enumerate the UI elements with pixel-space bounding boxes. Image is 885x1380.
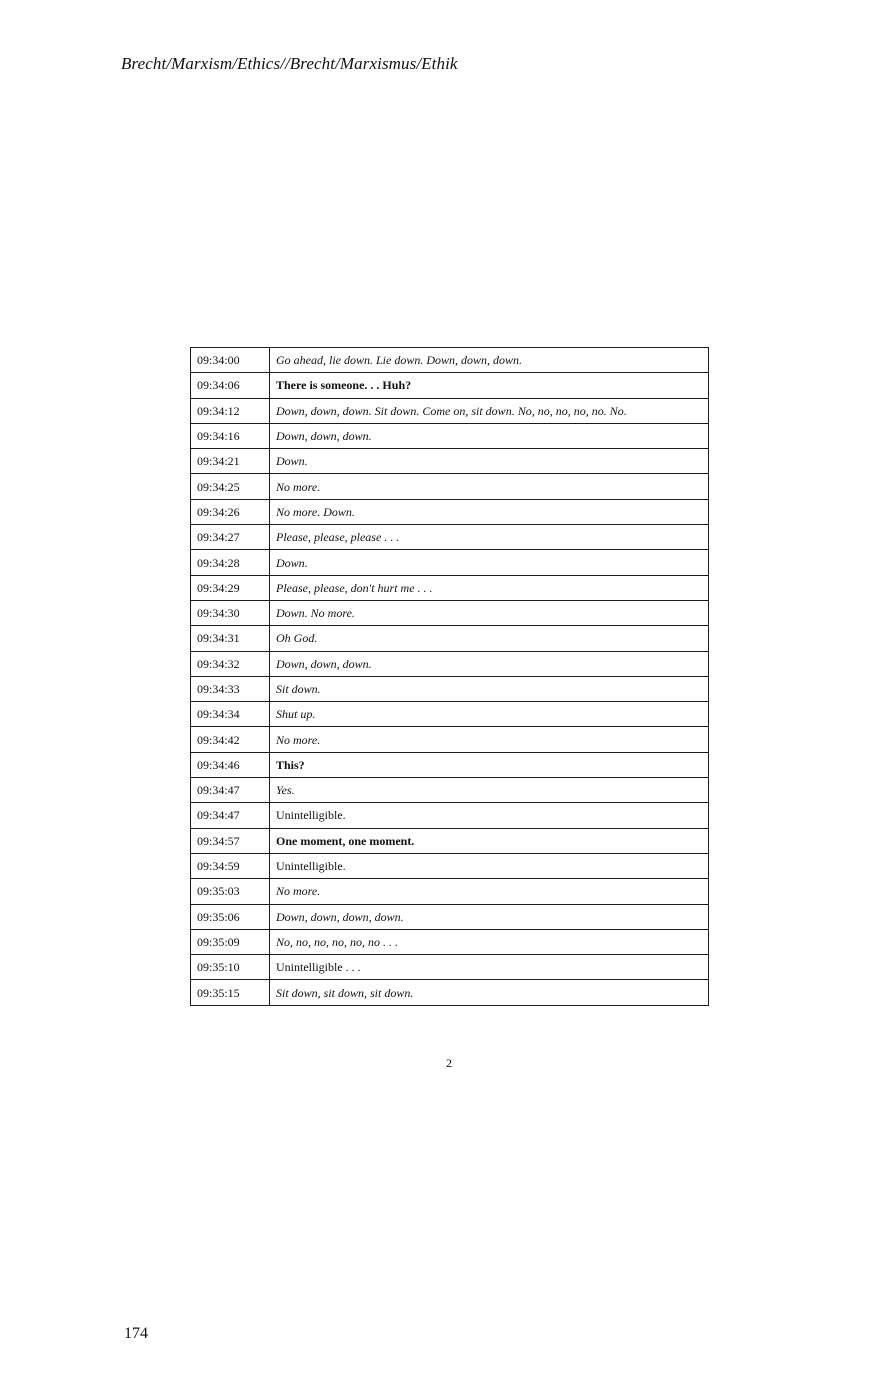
utterance-cell: Sit down. [270,676,709,701]
timestamp-cell: 09:34:06 [191,373,270,398]
utterance-cell: Down. [270,550,709,575]
utterance-cell: Oh God. [270,626,709,651]
table-row [191,727,709,752]
utterance-cell: Down, down, down. [270,423,709,448]
table-row [191,980,709,1005]
table-row [191,600,709,625]
utterance-cell: Unintelligible. [270,803,709,828]
table-row [191,651,709,676]
utterance-cell: Unintelligible. [270,853,709,878]
timestamp-cell: 09:35:09 [191,929,270,954]
table-row [191,423,709,448]
utterance-cell: Please, please, don't hurt me . . . [270,575,709,600]
utterance-cell: Sit down, sit down, sit down. [270,980,709,1005]
utterance-cell: No, no, no, no, no, no . . . [270,929,709,954]
utterance-cell: Down. No more. [270,600,709,625]
table-row [191,398,709,423]
utterance-cell: No more. Down. [270,499,709,524]
timestamp-cell: 09:34:00 [191,348,270,373]
timestamp-cell: 09:34:46 [191,752,270,777]
timestamp-cell: 09:34:28 [191,550,270,575]
timestamp-cell: 09:35:06 [191,904,270,929]
utterance-cell: No more. [270,474,709,499]
timestamp-cell: 09:34:47 [191,778,270,803]
table-row [191,778,709,803]
timestamp-cell: 09:35:10 [191,955,270,980]
transcript-table [190,347,709,1006]
timestamp-cell: 09:34:27 [191,525,270,550]
utterance-cell: Down, down, down. Sit down. Come on, sit down. No, no, no, no, no. No. [270,398,709,423]
table-row [191,449,709,474]
table-row [191,853,709,878]
transcript-body [191,348,709,1006]
table-row [191,929,709,954]
table-row [191,904,709,929]
utterance-cell: Unintelligible . . . [270,955,709,980]
utterance-cell: Shut up. [270,702,709,727]
table-row [191,550,709,575]
utterance-cell: There is someone. . . Huh? [270,373,709,398]
timestamp-cell: 09:34:33 [191,676,270,701]
utterance-cell: Go ahead, lie down. Lie down. Down, down, down. [270,348,709,373]
table-row [191,702,709,727]
timestamp-cell: 09:34:57 [191,828,270,853]
timestamp-cell: 09:35:03 [191,879,270,904]
table-row [191,879,709,904]
inner-page-number: 2 [446,1056,452,1070]
table-row [191,525,709,550]
timestamp-cell: 09:34:59 [191,853,270,878]
timestamp-cell: 09:34:16 [191,423,270,448]
table-row [191,752,709,777]
timestamp-cell: 09:34:29 [191,575,270,600]
utterance-cell: This? [270,752,709,777]
table-row [191,348,709,373]
timestamp-cell: 09:34:34 [191,702,270,727]
timestamp-cell: 09:34:31 [191,626,270,651]
page-number: 174 [124,1325,148,1342]
table-row [191,828,709,853]
utterance-cell: Down, down, down. [270,651,709,676]
table-row [191,803,709,828]
utterance-cell: Please, please, please . . . [270,525,709,550]
table-row [191,676,709,701]
running-head: Brecht/Marxism/Ethics//Brecht/Marxismus/Ethik [121,54,458,73]
table-row [191,499,709,524]
utterance-cell: No more. [270,727,709,752]
timestamp-cell: 09:34:21 [191,449,270,474]
table-row [191,474,709,499]
table-row [191,955,709,980]
utterance-cell: No more. [270,879,709,904]
timestamp-cell: 09:34:30 [191,600,270,625]
timestamp-cell: 09:35:15 [191,980,270,1005]
utterance-cell: Down. [270,449,709,474]
utterance-cell: Down, down, down, down. [270,904,709,929]
timestamp-cell: 09:34:26 [191,499,270,524]
table-row [191,373,709,398]
timestamp-cell: 09:34:25 [191,474,270,499]
timestamp-cell: 09:34:47 [191,803,270,828]
timestamp-cell: 09:34:42 [191,727,270,752]
timestamp-cell: 09:34:12 [191,398,270,423]
table-row [191,626,709,651]
utterance-cell: Yes. [270,778,709,803]
table-row [191,575,709,600]
timestamp-cell: 09:34:32 [191,651,270,676]
utterance-cell: One moment, one moment. [270,828,709,853]
